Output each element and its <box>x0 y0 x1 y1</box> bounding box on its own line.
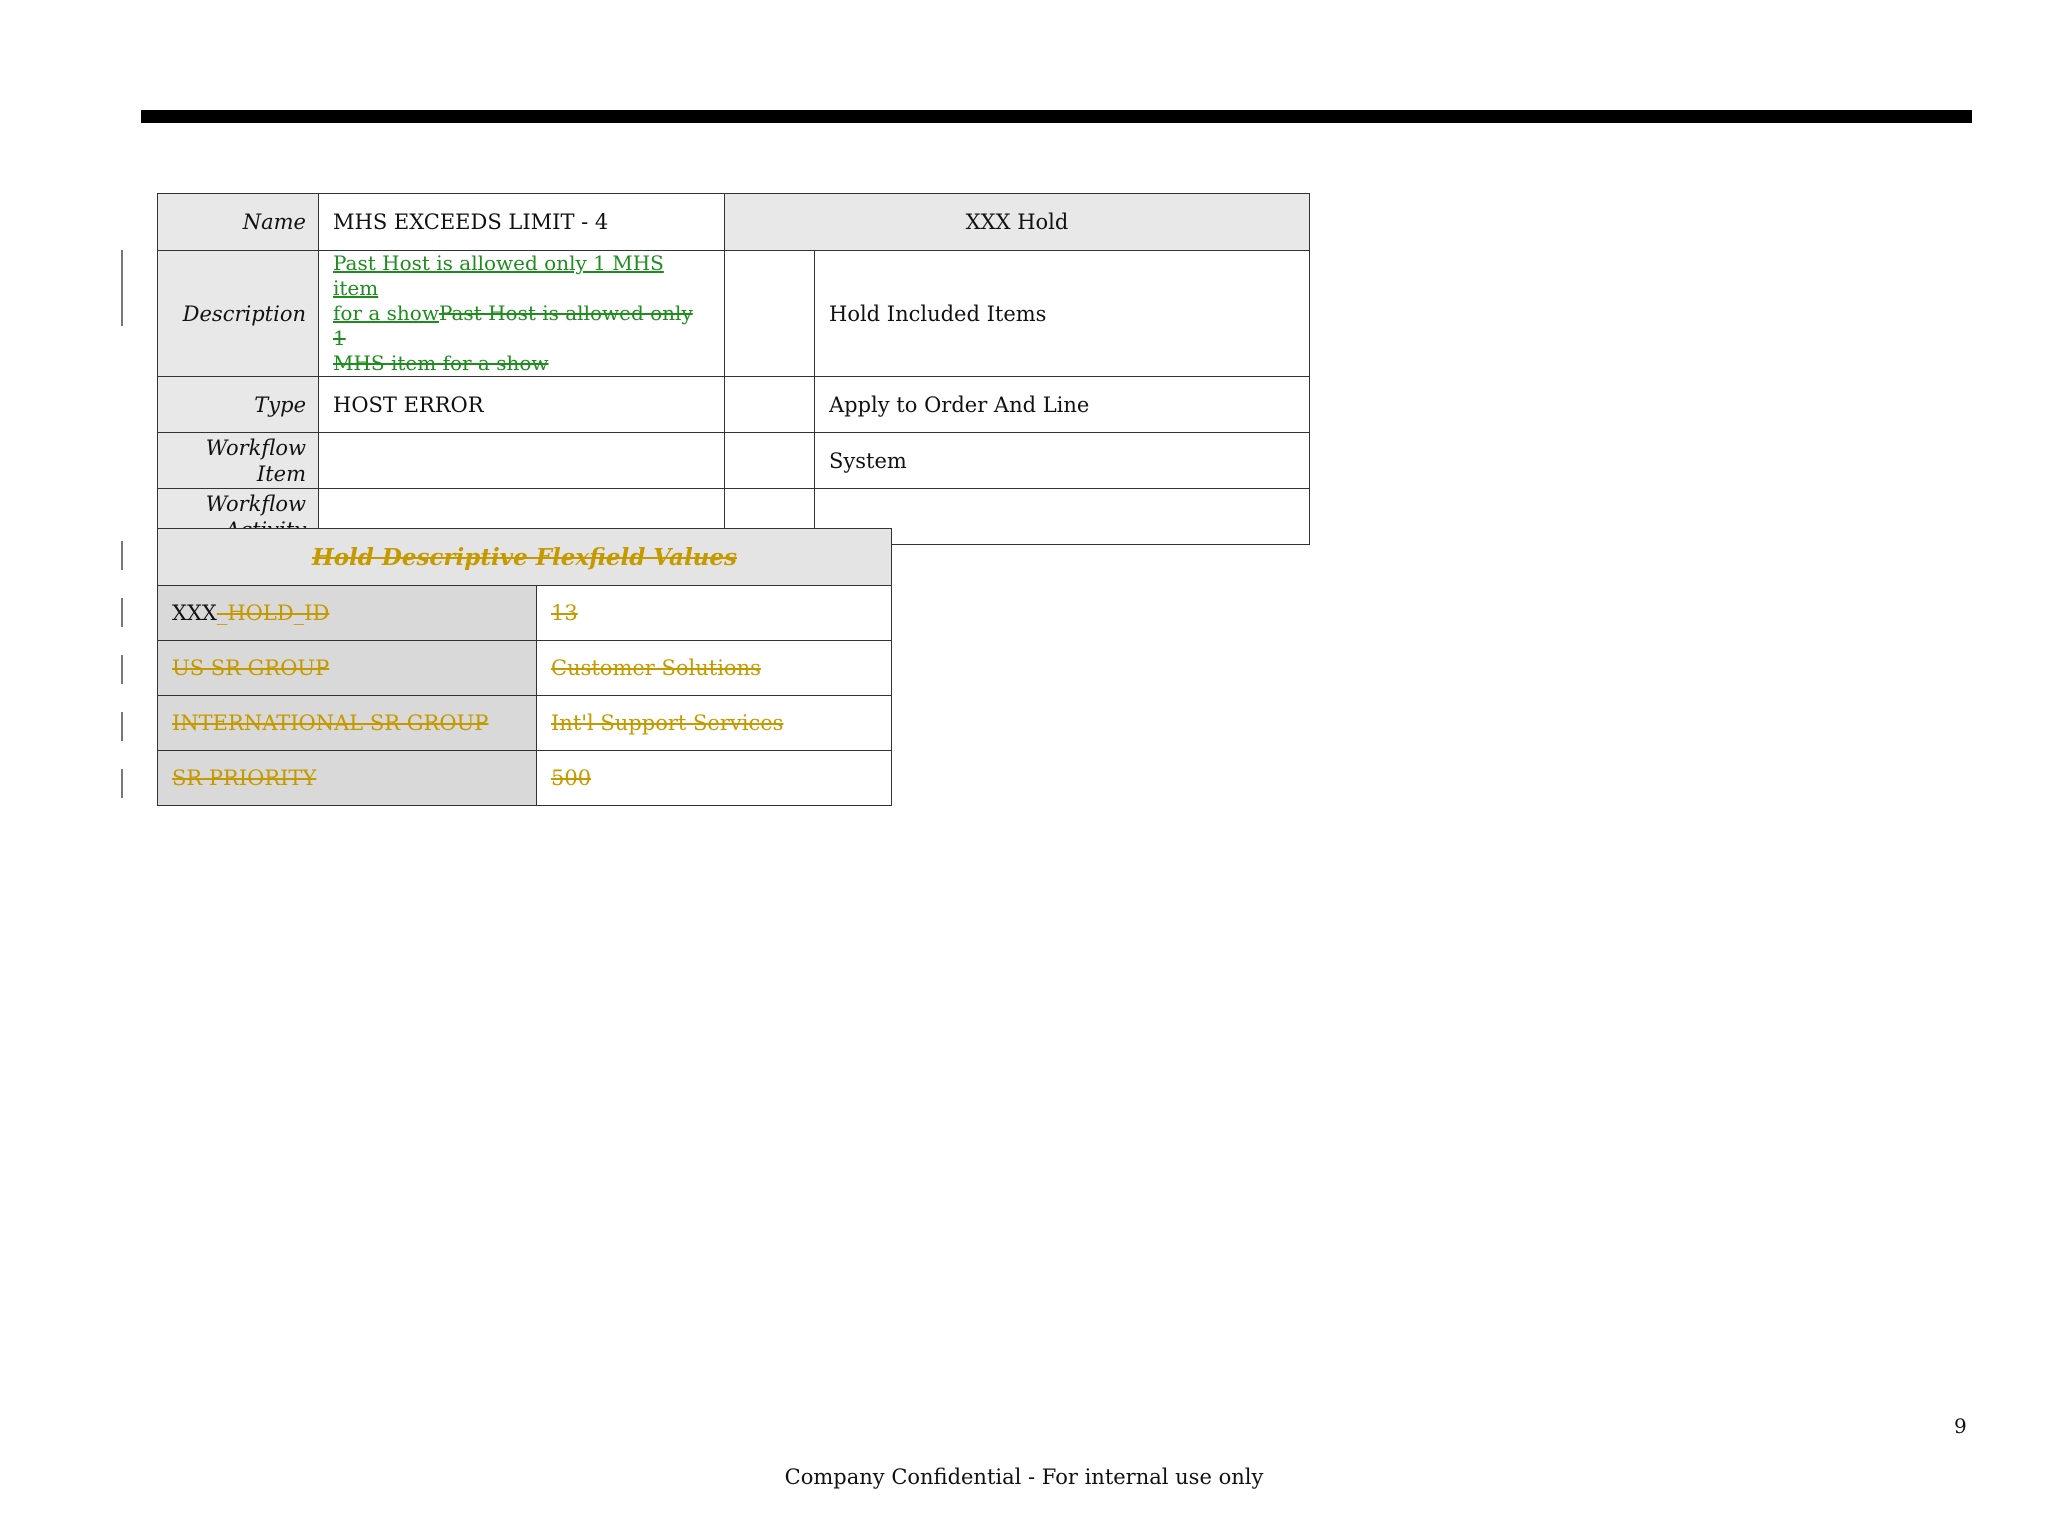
deleted-text: _HOLD_ID <box>216 601 330 625</box>
footer-text: Company Confidential - For internal use only <box>784 1465 1264 1489</box>
empty-cell <box>725 251 815 377</box>
flexfield-key: SR PRIORITY <box>158 751 537 806</box>
hold-definition-table <box>157 193 1310 545</box>
workflow-item-value <box>319 433 725 489</box>
deleted-text: Past Host is allowed only 1 <box>333 301 693 350</box>
change-bar <box>121 250 123 326</box>
kept-text: XXX <box>172 601 217 625</box>
table-row <box>158 433 1310 489</box>
empty-cell <box>725 433 815 489</box>
flexfield-value: Int'l Support Services <box>537 696 892 751</box>
table-row <box>158 641 892 696</box>
change-bar <box>121 598 123 627</box>
inserted-text: Past Host is allowed only 1 MHS item <box>333 251 664 300</box>
flexfield-key: INTERNATIONAL SR GROUP <box>158 696 537 751</box>
flexfield-key <box>158 586 537 641</box>
inserted-text: for a show <box>333 301 439 325</box>
flexfield-value: 13 <box>537 586 892 641</box>
change-bar <box>121 541 123 570</box>
description-value <box>319 251 725 377</box>
row-label: Workflow Item <box>158 433 319 489</box>
name-value: MHS EXCEEDS LIMIT - 4 <box>319 194 725 251</box>
page-number: 9 <box>1954 1414 1967 1438</box>
flexfield-value: 500 <box>537 751 892 806</box>
table-row <box>158 377 1310 433</box>
table-row <box>158 586 892 641</box>
change-bar <box>121 655 123 684</box>
hold-title: XXX Hold <box>725 194 1310 251</box>
table-row <box>158 696 892 751</box>
table-row <box>158 251 1310 377</box>
flexfield-table <box>157 528 892 806</box>
flexfield-title: Hold Descriptive Flexfield Values <box>158 529 892 586</box>
apply-to-value: Apply to Order And Line <box>815 377 1310 433</box>
table-row <box>158 194 1310 251</box>
row-label: Name <box>158 194 319 251</box>
change-bar <box>121 712 123 741</box>
table-row <box>158 751 892 806</box>
change-bar <box>121 769 123 798</box>
table-row <box>158 529 892 586</box>
empty-cell <box>725 377 815 433</box>
type-value: HOST ERROR <box>319 377 725 433</box>
top-rule <box>141 110 1972 123</box>
flexfield-key: US SR GROUP <box>158 641 537 696</box>
row-label: Description <box>158 251 319 377</box>
flexfield-value: Customer Solutions <box>537 641 892 696</box>
hold-included-items: Hold Included Items <box>815 251 1310 377</box>
row-label: Type <box>158 377 319 433</box>
deleted-text: MHS item for a show <box>333 351 549 375</box>
label-line: Workflow <box>205 491 306 516</box>
system-value: System <box>815 433 1310 489</box>
